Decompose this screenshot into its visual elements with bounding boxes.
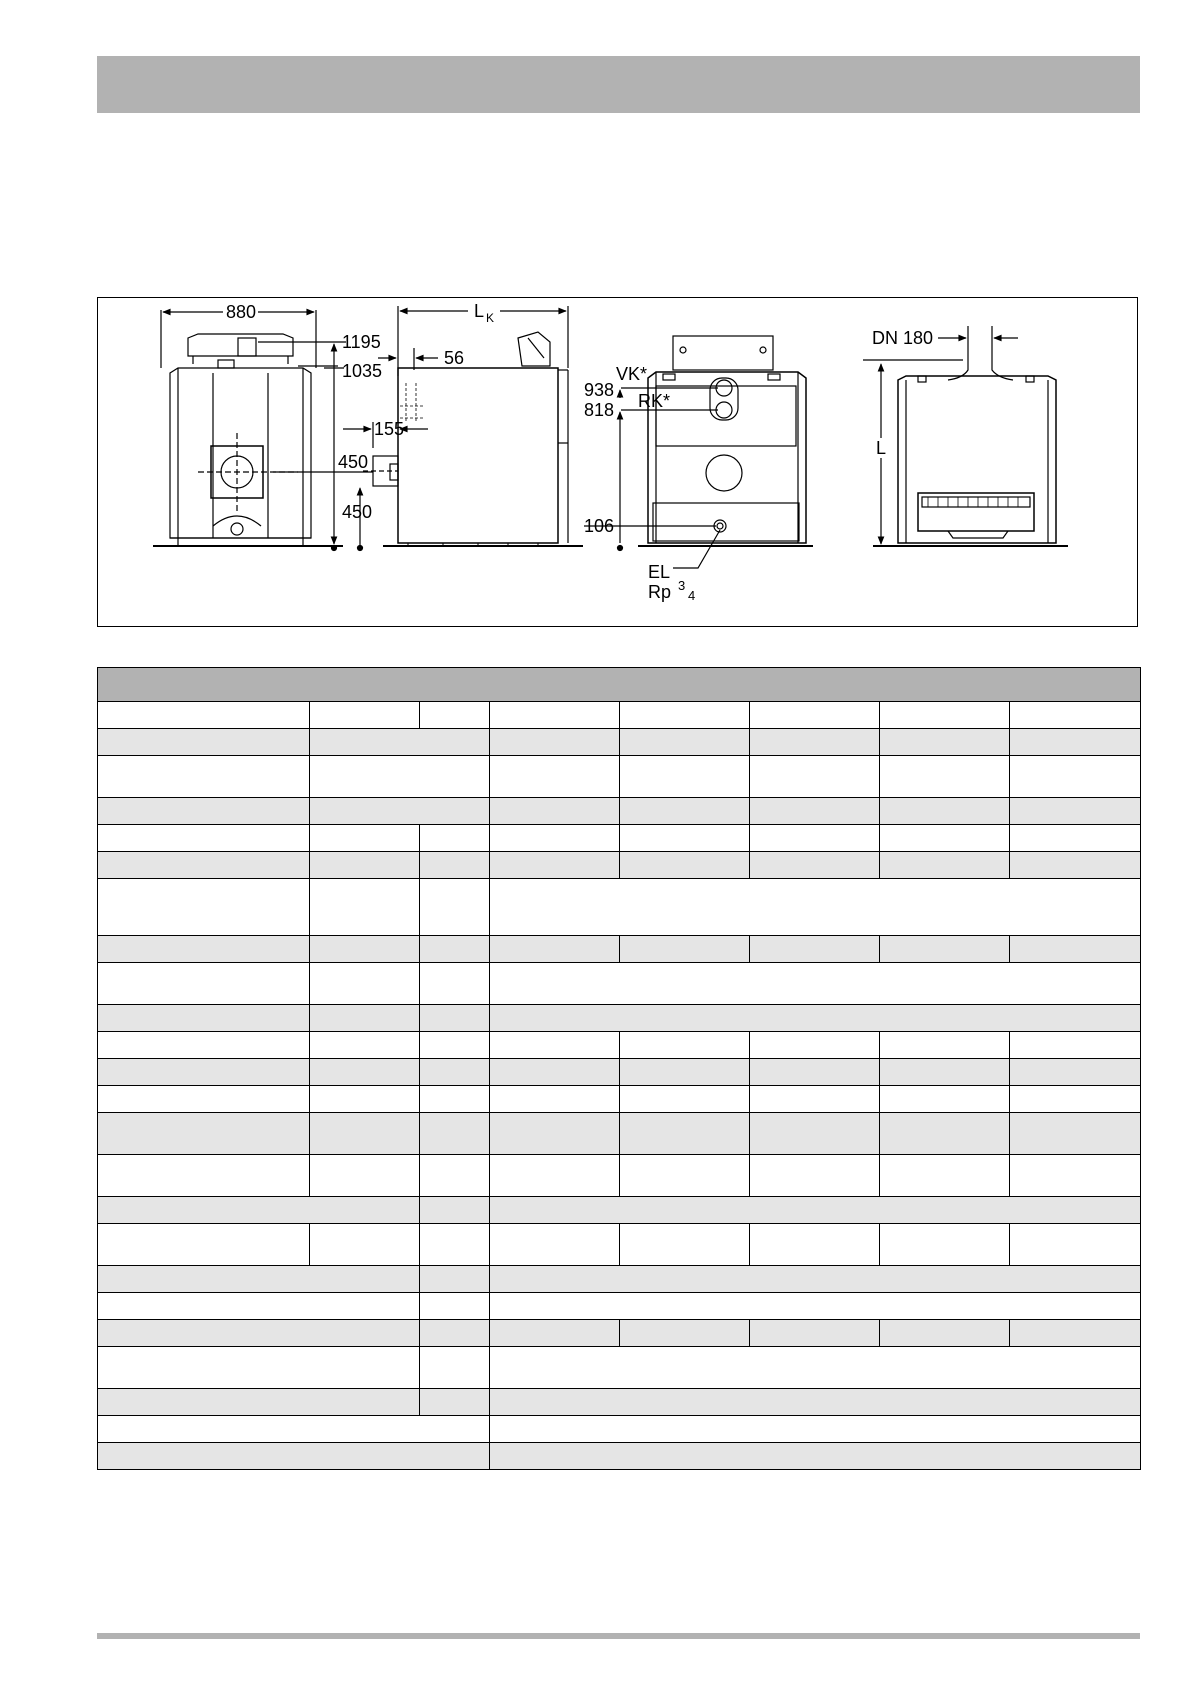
table-row [98,1224,1141,1266]
dimension-drawing-panel [97,297,1138,627]
table-row [98,852,1141,879]
rear-drain-thread-num: 3 [678,578,686,593]
spec-table [97,667,1141,1470]
table-row [98,1293,1141,1320]
dim-side-length-sub: K [486,311,495,325]
table-row [98,1155,1141,1197]
table-row [98,1416,1141,1443]
dim-front-flue-height: 450 [338,452,369,472]
table-row [98,1005,1141,1032]
table-row [98,879,1141,936]
rear-rk-height: 818 [584,400,615,420]
table-row [98,798,1141,825]
dim-side-flue-depth: 155 [374,419,405,439]
table-row [98,1032,1141,1059]
page-header-bar [97,56,1140,113]
table-row [98,963,1141,1005]
table-row [98,1266,1141,1293]
dim-side-length-main: L [474,301,485,321]
dimension-drawing [98,298,1139,628]
table-row [98,1197,1141,1224]
spec-table-header-row [98,668,1141,702]
table-row [98,1059,1141,1086]
table-row [98,1389,1141,1416]
rear-view [584,336,813,603]
table-row [98,1113,1141,1155]
rear-drain-thread-prefix: Rp [648,582,672,602]
table-row [98,1347,1141,1389]
rear-rk-label: RK* [638,391,671,411]
rear-drain-thread-den: 4 [688,588,696,603]
table-row [98,729,1141,756]
table-row [98,702,1141,729]
chimney-dn-label: DN 180 [872,328,934,348]
chimney-length-label: L [876,438,887,458]
spec-table-wrapper [97,667,1140,1470]
rear-vk-label: VK* [616,364,648,384]
table-row [98,1443,1141,1470]
table-row [98,936,1141,963]
rear-drain-height: 106 [584,516,615,536]
dim-side-flue-offset: 450 [342,502,373,522]
rear-vk-height: 938 [584,380,615,400]
rear-drain-label: EL [648,562,671,582]
table-row [98,1320,1141,1347]
dim-front-width: 880 [226,302,257,322]
table-row [98,1086,1141,1113]
table-row [98,825,1141,852]
dim-front-height-body: 1035 [342,361,383,381]
table-row [98,756,1141,798]
chimney-view [863,326,1068,546]
dim-side-offset: 56 [444,348,465,368]
page-footer-bar [97,1633,1140,1639]
dim-front-height-top: 1195 [342,332,381,352]
